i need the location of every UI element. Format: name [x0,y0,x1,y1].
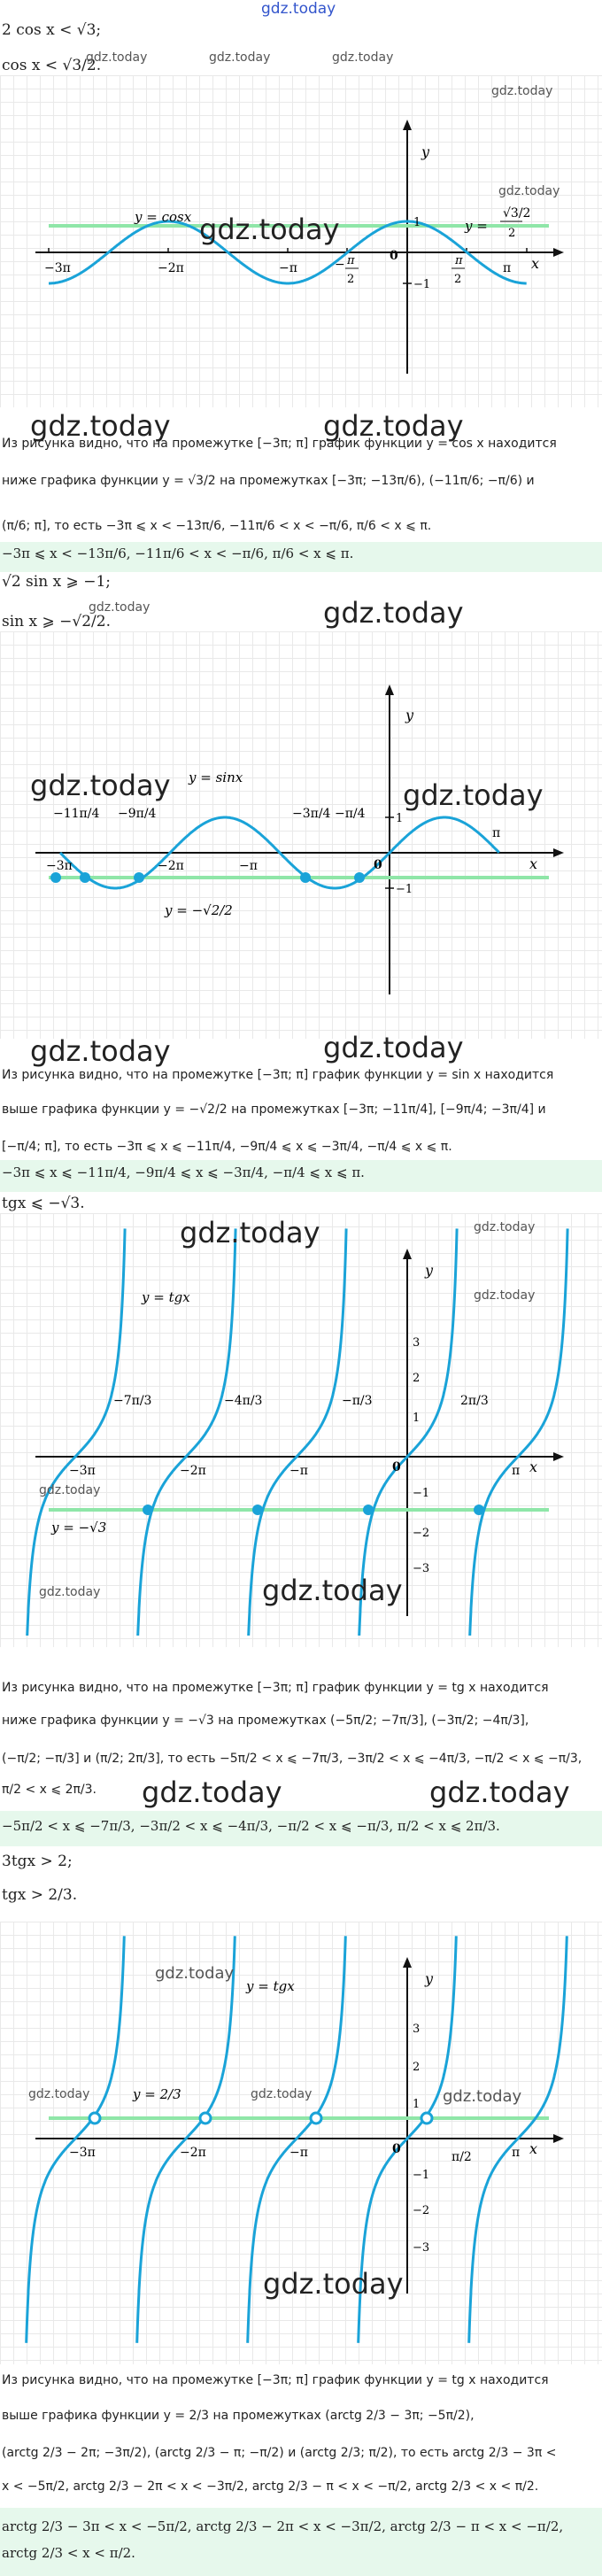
intersection-point [134,872,144,883]
x-axis-label: x [529,1458,538,1475]
graph-tg2 [0,1922,602,2364]
watermark: gdz.today [323,596,464,630]
tick-label: 2 [413,1372,421,1385]
tick-label: 3 [413,2023,421,2036]
intersection-point [311,2113,321,2123]
watermark: gdz.today [39,1585,101,1599]
watermark: gdz.today [209,50,271,65]
watermark: gdz.today [429,1775,570,1809]
y-axis-arrow [403,120,412,130]
tg-branch [27,1936,125,2343]
watermark: gdz.today [39,1483,101,1497]
tick-label: −2 [413,1527,430,1540]
tick-label: −3π [44,261,71,275]
tick-label: 2 [347,273,355,286]
intersection-point [80,872,90,883]
x-axis-arrow [553,248,564,257]
tick-label: −π [289,2146,308,2160]
y-axis-label: y [405,707,414,723]
explanation-text: (π/6; π], то есть −3π ⩽ x < −13π/6, −11π/6 < x < −π/6, π/6 < x ⩽ π. [2,519,432,533]
watermark: gdz.today [323,409,464,443]
watermark: gdz.today [263,2267,404,2301]
explanation-text: Из рисунка видно, что на промежутке [−3π; π] график функции y = sin x находится [2,1068,554,1082]
watermark: gdz.today [89,600,150,615]
function-label: y = tgx [142,1289,190,1305]
watermark: gdz.today [199,213,340,246]
function-label: y = tgx [246,1978,295,1994]
tick-label: 1 [413,2098,421,2111]
line-label: y = 2/3 [133,2086,181,2102]
intersection-point [50,872,61,883]
tick-label: π [503,261,512,275]
graph-cos [0,75,602,407]
watermark: gdz.today [30,769,171,802]
watermark: gdz.today [155,1964,235,1983]
origin-label: 0 [392,2142,401,2156]
watermark: gdz.today [332,50,394,65]
watermark: gdz.today [491,84,553,98]
tick-label: −11π/4 [53,807,100,821]
tick-label: −1 [413,1487,430,1500]
tick-label: π [492,826,501,840]
tick-label: −3π [46,859,73,873]
tick-label: −2π [180,2146,206,2160]
intersection-point [421,2113,432,2123]
tick-label: 2 [454,273,462,286]
watermark: gdz.today [142,1775,282,1809]
origin-label: 0 [374,858,382,872]
x-axis-label: x [531,255,540,272]
watermark: gdz.today [30,1034,171,1068]
inequality-line: tgx > 2/3. [2,1886,78,1904]
answer-line: arctg 2/3 < x < π/2. [2,2545,135,2561]
tick-label: π [347,254,355,267]
y-axis-label: y [421,143,430,160]
answer-box: −3π ⩽ x < −13π/6, −11π/6 < x < −π/6, π/6 < x ⩽ π. [0,542,602,572]
tick-label: −3π/4 [292,807,331,821]
line-label-denom: 2 [508,227,516,240]
tick-label: −4π/3 [224,1394,263,1408]
origin-label: 0 [392,1460,401,1474]
tick-label: π/2 [452,2150,472,2164]
inequality-line: √2 sin x ⩾ −1; [2,573,111,591]
tick-label: −π [239,859,258,873]
tick-label: −9π/4 [118,807,157,821]
tick-label: π [512,1464,521,1478]
tick-label: −π/4 [335,807,366,821]
tick-label: −1 [413,2169,430,2182]
intersection-point [143,1505,153,1515]
explanation-text: Из рисунка видно, что на промежутке [−3π; π] график функции y = tg x находится [2,2373,549,2387]
tick-label: 1 [413,216,421,229]
intersection-point [200,2113,211,2123]
tick-label: 2π/3 [460,1394,489,1408]
tick-label: π [512,2146,521,2160]
tick-label: 1 [413,1412,421,1425]
tick-label: −2π [158,261,184,275]
intersection-point [300,872,311,883]
answer-box: −3π ⩽ x ⩽ −11π/4, −9π/4 ⩽ x ⩽ −3π/4, −π/4 ⩽ x ⩽ π. [0,1160,602,1192]
tick-label: −2 [413,2204,430,2217]
graph-tg1 [0,1213,602,1647]
tick-label: −7π/3 [113,1394,152,1408]
answer-box: −5π/2 < x ⩽ −7π/3, −3π/2 < x ⩽ −4π/3, −π/2 < x ⩽ −π/3, π/2 < x ⩽ 2π/3. [0,1811,602,1846]
sin-plot [0,631,602,1039]
x-axis-label: x [529,855,538,872]
inequality-line: 3tgx > 2; [2,1853,73,1870]
explanation-text: выше графика функции y = −√2/2 на промежутках [−3π; −11π/4], [−9π/4; −3π/4] и [2,1102,546,1117]
explanation-text: π/2 < x ⩽ 2π/3. [2,1783,97,1797]
line-label-y: y = [465,218,488,234]
watermark: gdz.today [474,1220,536,1234]
watermark: gdz.today [251,2087,313,2101]
line-label: y = −√3 [51,1520,107,1536]
intersection-point [474,1505,484,1515]
inequality-line: 2 cos x < √3; [2,21,102,39]
tg-branch [469,1936,567,2343]
graph-sin [0,631,602,1039]
tg-branch [137,1936,235,2343]
tick-label: −2π [158,859,184,873]
tick-label: − [335,258,345,272]
tick-label: −3 [413,2241,430,2255]
function-label: y = sinx [189,770,243,785]
intersection-point [363,1505,374,1515]
answer-box [0,2508,602,2576]
watermark: gdz.today [323,1031,464,1064]
watermark: gdz.today [443,2087,522,2106]
site-header[interactable]: gdz.today [261,0,336,18]
y-axis-label: y [425,1970,434,1987]
watermark: gdz.today [474,1288,536,1303]
line-label: √3/2 [503,206,531,220]
tick-label: −3π [69,1464,96,1478]
explanation-text: x < −5π/2, arctg 2/3 − 2π < x < −3π/2, arctg 2/3 − π < x < −π/2, arctg 2/3 < x < π/2. [2,2479,539,2494]
intersection-point [89,2113,100,2123]
watermark: gdz.today [262,1574,403,1607]
explanation-text: (arctg 2/3 − 2π; −3π/2), (arctg 2/3 − π; −π/2) и (arctg 2/3; π/2), то есть arctg 2/3 − 3π < [2,2446,557,2460]
explanation-text: [−π/4; π], то есть −3π ⩽ x ⩽ −11π/4, −9π/4 ⩽ x ⩽ −3π/4, −π/4 ⩽ x ⩽ π. [2,1140,452,1154]
explanation-text: (−π/2; −π/3] и (π/2; 2π/3], то есть −5π/2 < x ⩽ −7π/3, −3π/2 < x ⩽ −4π/3, −π/2 < x ⩽ −π/3, [2,1752,583,1766]
explanation-text: ниже графика функции y = −√3 на промежутках (−5π/2; −7π/3], (−3π/2; −4π/3], [2,1713,529,1728]
tick-label: 1 [396,812,404,825]
line-label: y = −√2/2 [165,902,233,918]
watermark: gdz.today [180,1216,320,1249]
tick-label: 2 [413,2061,421,2074]
intersection-point [354,872,365,883]
origin-label: 0 [390,249,398,263]
tick-label: 3 [413,1336,421,1350]
x-axis-label: x [529,2140,538,2157]
tick-label: −3π [69,2146,96,2160]
tick-label: −2π [180,1464,206,1478]
intersection-point [252,1505,263,1515]
tick-label: −π/3 [342,1394,373,1408]
watermark: gdz.today [86,50,148,65]
y-axis-label: y [425,1262,434,1279]
inequality-line: tgx ⩽ −√3. [2,1195,85,1212]
explanation-text: выше графика функции y = 2/3 на промежутках (arctg 2/3 − 3π; −5π/2), [2,2409,475,2423]
tick-label: −3 [413,1562,430,1575]
explanation-text: Из рисунка видно, что на промежутке [−3π; π] график функции y = tg x находится [2,1681,549,1695]
tick-label: π [455,254,463,267]
inequality-line: cos x < √3/2. [2,57,102,74]
tg-branch [27,1228,125,1636]
watermark: gdz.today [403,778,544,812]
tick-label: −1 [396,883,413,896]
tick-label: −π [279,261,297,275]
inequality-line: sin x ⩾ −√2/2. [2,613,111,630]
watermark: gdz.today [30,409,171,443]
explanation-text: ниже графика функции y = √3/2 на промежутках [−3π; −13π/6), (−11π/6; −π/6) и [2,474,535,488]
tick-label: −π [289,1464,308,1478]
answer-line: arctg 2/3 − 3π < x < −5π/2, arctg 2/3 − 2π < x < −3π/2, arctg 2/3 − π < x < −π/2, [2,2518,564,2534]
function-label: y = cosx [135,209,192,225]
tick-label: −1 [413,278,431,291]
watermark: gdz.today [28,2087,90,2101]
watermark: gdz.today [498,184,560,198]
explanation-text: Из рисунка видно, что на промежутке [−3π; π] график функции y = cos x находится [2,437,557,451]
